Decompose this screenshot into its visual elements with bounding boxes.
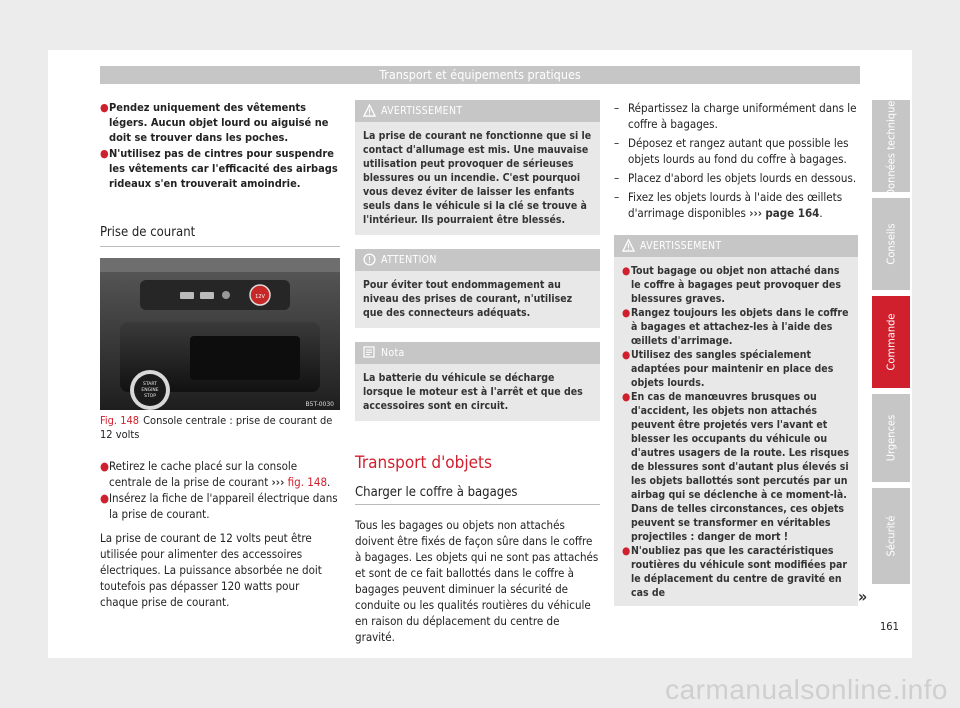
figure-number: Fig. 148: [100, 414, 140, 427]
bullet-dot-icon: ●: [622, 391, 631, 403]
tab-urgences[interactable]: Urgences: [872, 394, 910, 482]
tab-securite[interactable]: Sécurité: [872, 488, 910, 584]
attention-text: Pour éviter tout endommagement au niveau des prises de courant, n'utilisez que des connecteurs adéquats.: [363, 279, 573, 319]
bullet-dot-icon: ●: [100, 459, 110, 473]
list-item: ● Rangez toujours les objets dans le coffre à bagages et attachez-les à l'aide des œillets d'arrimage.: [622, 307, 849, 347]
list-item: ● Insérez la fiche de l'appareil électrique dans la prise de courant.: [100, 491, 338, 521]
column-2: [355, 100, 600, 645]
section-title: Transport d'objets: [355, 453, 492, 473]
list-item: ● En cas de manœuvres brusques ou d'accident, les objets non attachés peuvent être projetés vers l'avant et blesser les occupants du véhicule ou d'autres usagers de la route. Les risques de blessures sont d'autant plus élevés si les objets ballottés sont percutés par un airbag qui se déclenche à ce moment-là. Dans de telles circonstances, ces objets peuvent se transformer en véritables projectiles : danger de mort !: [622, 391, 850, 543]
bullet-dot-icon: ●: [622, 545, 631, 557]
bullet-dot-icon: ●: [100, 491, 110, 505]
page-link[interactable]: page 164: [765, 206, 820, 220]
note-text: La batterie du véhicule se décharge lorsque le moteur est à l'arrêt et que des accessoires sont en circuit.: [363, 372, 583, 412]
column-1: [100, 100, 340, 247]
figure-link[interactable]: fig. 148: [287, 475, 328, 489]
sub-title-row: [355, 481, 600, 505]
tab-conseils[interactable]: Conseils: [872, 198, 910, 290]
bullet-dot-icon: ●: [622, 349, 631, 361]
tab-commande[interactable]: Commande: [872, 296, 910, 388]
list-item: – Fixez les objets lourds à l'aide des œillets d'arrimage disponibles ››› page 164.: [614, 190, 843, 220]
page-number: 161: [880, 620, 899, 633]
running-header: Transport et équipements pratiques: [100, 66, 860, 84]
warning-triangle-icon: [622, 239, 635, 252]
bullet-dot-icon: ●: [622, 265, 631, 277]
warning-header: AVERTISSEMENT: [614, 235, 858, 257]
list-item: – Répartissez la charge uniformément dans le coffre à bagages.: [614, 101, 857, 131]
figure-code: B5T-0030: [305, 401, 334, 408]
column-1-body: [100, 458, 340, 610]
watermark-strip: [0, 660, 960, 708]
bullet-dot-icon: ●: [100, 101, 109, 114]
tab-donnees-techniques[interactable]: Données techniques: [872, 100, 910, 192]
sub-title: Charger le coffre à bagages: [355, 485, 518, 500]
continued-arrow: »: [858, 587, 868, 606]
list-item: ● Retirez le cache placé sur la console centrale de la prise de courant ››› fig. 148.: [100, 459, 331, 489]
figure-caption: Fig. 148 Console centrale : prise de courant de 12 volts: [100, 414, 333, 441]
warning-box: [614, 235, 858, 606]
section-title: Prise de courant: [100, 225, 340, 247]
list-item: ● Utilisez des sangles spécialement adaptées pour maintenir en place des objets lourds.: [622, 349, 834, 389]
list-item: ● Tout bagage ou objet non attaché dans le coffre à bagages peut provoquer des blessures graves.: [622, 265, 841, 305]
list-item: – Déposez et rangez autant que possible les objets lourds au fond du coffre à bagages.: [614, 136, 849, 166]
svg-text:STOP: STOP: [144, 394, 156, 399]
column-3: [614, 100, 858, 606]
warning-text: La prise de courant ne fonctionne que si le contact d'allumage est mis. Une mauvaise utilisation peut provoquer de sérieuses blessures ou un incendie. C'est pourquoi vous devez éviter de laisser les enfants seuls dans le véhicule si la clé se trouve à l'intérieur. Ils pourraient être blessés.: [363, 130, 592, 226]
note-box: [355, 342, 600, 421]
bullet-dot-icon: ●: [100, 147, 109, 160]
note-icon: [363, 346, 375, 358]
list-item: ● Pendez uniquement des vêtements légers. Aucun objet lourd ou aiguisé ne doit se trouver dans les poches.: [100, 101, 329, 144]
warning-triangle-icon: [363, 104, 376, 117]
list-item: ● N'utilisez pas de cintres pour suspendre les vêtements car l'efficacité des airbags rideaux s'en trouverait amoindrie.: [100, 147, 338, 190]
console-illustration: [100, 258, 340, 410]
note-header: Nota: [355, 342, 600, 364]
svg-text:START: START: [143, 382, 157, 387]
svg-text:12V: 12V: [255, 294, 265, 300]
list-item: ● N'oubliez pas que les caractéristiques routières du véhicule sont modifiées par le déplacement du centre de gravité en cas de: [622, 545, 848, 599]
watermark: carmanualsonline.info: [665, 674, 948, 705]
paragraph: La prise de courant de 12 volts peut être utilisée pour alimenter des accessoires électriques. La puissance absorbée ne doit toutefois pas dépasser 120 watts pour chaque prise de courant.: [100, 531, 322, 609]
attention-box: [355, 249, 600, 328]
attention-circle-icon: [363, 253, 376, 266]
figure-console-socket: [100, 258, 340, 410]
warning-list: [614, 257, 858, 606]
warning-box: [355, 100, 600, 235]
attention-header: ATTENTION: [355, 249, 600, 271]
svg-text:ENGINE: ENGINE: [141, 388, 159, 393]
bullet-dot-icon: ●: [622, 307, 631, 319]
paragraph: Tous les bagages ou objets non attachés doivent être fixés de façon sûre dans le coffre à bagages. Les objets qui ne sont pas attachés et sont de ce fait ballottés dans le coffre à bagages peuvent diminuer la sécurité de conduite ou les qualités routières du véhicule en raison du déplacement du centre de gravité.: [355, 518, 599, 644]
warning-header: AVERTISSEMENT: [355, 100, 600, 122]
list-item: – Placez d'abord les objets lourds en dessous.: [614, 171, 857, 185]
